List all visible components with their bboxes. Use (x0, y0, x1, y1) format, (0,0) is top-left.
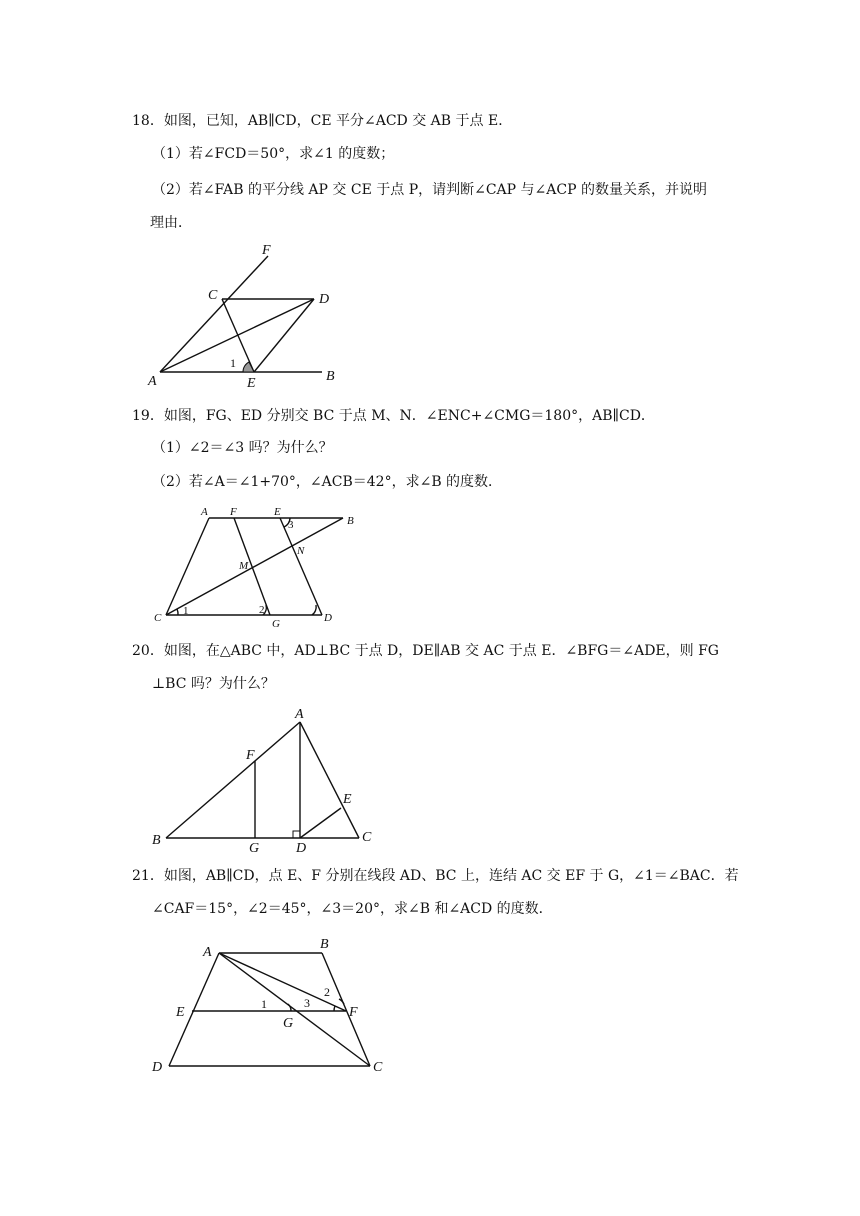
label-B: B (152, 833, 161, 848)
label-B: B (347, 515, 354, 527)
q18-part2: （2）若∠FAB 的平分线 AP 交 CE 于点 P，请判断∠CAP 与∠ACP 的数量关系，并说明 (152, 182, 707, 198)
label-angle-3: 3 (288, 519, 294, 531)
label-G: G (249, 841, 260, 856)
label-C: C (154, 612, 162, 624)
line-AB (166, 722, 300, 838)
label-M: M (239, 560, 249, 572)
label-angle-3: 3 (304, 996, 310, 1010)
arc-3 (334, 1006, 335, 1011)
label-C: C (208, 288, 218, 303)
label-angle-2: 2 (324, 985, 330, 999)
label-B: B (320, 937, 329, 952)
label-E: E (274, 506, 281, 518)
arc-1 (177, 609, 178, 615)
q18-part1: （1）若∠FCD＝50°，求∠1 的度数； (152, 146, 395, 162)
label-B: B (326, 369, 335, 384)
q18-part2-cont: 理由． (150, 215, 192, 231)
q19-stem: 19．如图，FG、ED 分别交 BC 于点 M、N．∠ENC+∠CMG＝180°，AB∥CD． (132, 408, 655, 424)
arc-1 (288, 1004, 291, 1011)
label-A: A (201, 506, 208, 518)
label-D: D (324, 612, 332, 624)
label-angle-2: 2 (259, 604, 265, 616)
line-AF (219, 953, 346, 1011)
label-A: A (148, 374, 157, 389)
arc-D (312, 605, 316, 615)
line-BC (322, 953, 370, 1066)
line-AD (160, 299, 314, 372)
label-D: D (152, 1060, 163, 1075)
label-D: D (319, 292, 330, 307)
label-D: D (296, 841, 307, 856)
line-AC (300, 722, 359, 838)
q19-part2: （2）若∠A＝∠1+70°，∠ACB＝42°，求∠B 的度数． (152, 474, 503, 490)
q20-figure (148, 703, 388, 855)
q21-stem-cont: ∠CAF＝15°，∠2＝45°，∠3＝20°，求∠B 和∠ACD 的度数． (152, 901, 553, 917)
label-F: F (230, 506, 237, 518)
label-angle-1: 1 (261, 997, 267, 1011)
q18-figure (140, 238, 360, 390)
label-F: F (246, 748, 255, 763)
label-C: C (373, 1060, 383, 1075)
label-F: F (262, 243, 271, 258)
label-E: E (176, 1005, 185, 1020)
line-AC (219, 953, 370, 1066)
line-DE (300, 808, 341, 838)
q20-stem-cont: ⊥BC 吗？为什么？ (152, 676, 275, 692)
right-angle-D (293, 831, 300, 838)
label-E: E (343, 792, 352, 807)
label-C: C (362, 830, 372, 845)
q19-part1: （1）∠2＝∠3 吗？为什么？ (152, 440, 333, 456)
line-AF (160, 256, 268, 372)
label-E: E (247, 376, 256, 391)
label-angle-1: 1 (230, 356, 236, 370)
q21-stem: 21．如图，AB∥CD，点 E、F 分别在线段 AD、BC 上，连结 AC 交 EF 于 G，∠1＝∠BAC．若 (132, 868, 739, 884)
label-A: A (295, 707, 304, 722)
label-F: F (349, 1005, 358, 1020)
label-A: A (203, 945, 212, 960)
q21-figure (148, 933, 388, 1078)
q18-stem: 18．如图，已知，AB∥CD，CE 平分∠ACD 交 AB 于点 E． (132, 113, 513, 129)
label-G: G (272, 618, 280, 630)
line-AC (166, 518, 209, 615)
q19-figure (148, 503, 368, 631)
label-N: N (297, 545, 305, 557)
line-DE (254, 299, 314, 372)
q20-stem: 20．如图，在△ABC 中，AD⊥BC 于点 D，DE∥AB 交 AC 于点 E．∠BFG＝∠ADE，则 FG (132, 643, 719, 659)
label-G: G (283, 1016, 294, 1031)
label-angle-1: 1 (183, 605, 189, 617)
